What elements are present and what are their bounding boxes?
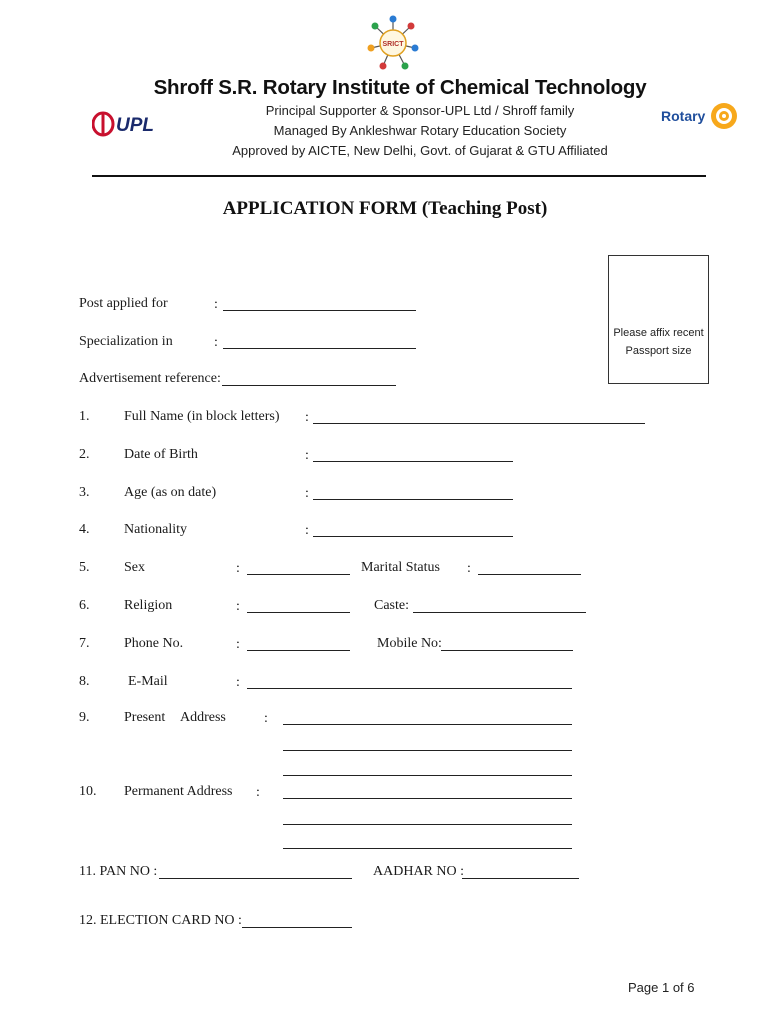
colon: : — [305, 486, 309, 501]
svg-text:UPL: UPL — [116, 115, 154, 136]
post-applied-label: Post applied for — [79, 296, 168, 311]
srict-logo — [365, 14, 421, 72]
item-number: 7. — [79, 636, 90, 651]
marital-status-field[interactable] — [478, 574, 581, 575]
full-name-label: Full Name (in block letters) — [124, 409, 280, 424]
email-label: E-Mail — [128, 674, 168, 689]
aadhar-field[interactable] — [462, 878, 579, 879]
phone-label: Phone No. — [124, 636, 184, 651]
institute-name: Shroff S.R. Rotary Institute of Chemical Technology — [153, 76, 647, 99]
aadhar-label: AADHAR NO : — [373, 864, 464, 879]
item-number: 8. — [79, 674, 90, 689]
header-divider — [92, 175, 706, 177]
item-number: 9. — [79, 710, 90, 725]
permanent-address-field-line3[interactable] — [283, 848, 572, 849]
colon: : — [467, 561, 471, 576]
election-card-label: 12. ELECTION CARD NO : — [79, 913, 242, 928]
upl-logo — [92, 111, 162, 137]
item-number: 3. — [79, 485, 90, 500]
email-field[interactable] — [247, 688, 572, 689]
item-number: 1. — [79, 409, 90, 424]
religion-label: Religion — [124, 598, 173, 613]
nationality-field[interactable] — [313, 536, 513, 537]
colon: : — [305, 448, 309, 463]
rotary-logo — [661, 100, 741, 132]
sponsor-line: Principal Supporter & Sponsor-UPL Ltd / Shroff family — [265, 103, 575, 118]
sex-field[interactable] — [247, 574, 350, 575]
caste-label: Caste: — [374, 598, 409, 613]
phone-field[interactable] — [247, 650, 350, 651]
present-address-field-line1[interactable] — [283, 724, 572, 725]
colon: : — [214, 297, 218, 312]
colon: : — [214, 335, 218, 350]
colon: : — [236, 637, 240, 652]
caste-field[interactable] — [413, 612, 586, 613]
colon: : — [305, 410, 309, 425]
election-card-field[interactable] — [242, 927, 352, 928]
mobile-field[interactable] — [441, 650, 573, 651]
item-number: 2. — [79, 447, 90, 462]
marital-status-label: Marital Status — [361, 560, 440, 575]
colon: : — [236, 561, 240, 576]
mobile-label: Mobile No: — [377, 636, 442, 651]
present-address-field-line3[interactable] — [283, 775, 572, 776]
full-name-field[interactable] — [313, 423, 645, 424]
specialization-label: Specialization in — [79, 334, 173, 349]
present-address-label: Address — [180, 710, 226, 725]
post-applied-field[interactable] — [223, 310, 416, 311]
approval-line: Approved by AICTE, New Delhi, Govt. of Gujarat & GTU Affiliated — [232, 143, 608, 158]
advertisement-label: Advertisement reference: — [79, 371, 221, 386]
management-line: Managed By Ankleshwar Rotary Education Society — [273, 123, 567, 138]
permanent-address-field-line1[interactable] — [283, 798, 572, 799]
colon: : — [236, 599, 240, 614]
item-number: 6. — [79, 598, 90, 613]
nationality-label: Nationality — [124, 522, 187, 537]
colon: : — [264, 711, 268, 726]
pan-label: 11. PAN NO : — [79, 864, 158, 879]
present-label: Present — [124, 710, 166, 725]
svg-text:SRICT: SRICT — [382, 41, 404, 48]
specialization-field[interactable] — [223, 348, 416, 349]
svg-text:Rotary: Rotary — [661, 108, 706, 124]
page-number: Page 1 of 6 — [628, 980, 695, 995]
photo-box[interactable] — [608, 255, 709, 384]
colon: : — [305, 523, 309, 538]
age-label: Age (as on date) — [124, 485, 217, 500]
religion-field[interactable] — [247, 612, 350, 613]
permanent-address-field-line2[interactable] — [283, 824, 572, 825]
form-title: APPLICATION FORM (Teaching Post) — [222, 198, 548, 219]
item-number: 4. — [79, 522, 90, 537]
photo-box-text: Please affix recent Passport size — [613, 327, 704, 357]
advertisement-field[interactable] — [222, 385, 396, 386]
permanent-address-label: Permanent Address — [124, 784, 233, 799]
dob-label: Date of Birth — [124, 447, 198, 462]
pan-field[interactable] — [159, 878, 352, 879]
age-field[interactable] — [313, 499, 513, 500]
dob-field[interactable] — [313, 461, 513, 462]
sex-label: Sex — [124, 560, 145, 575]
colon: : — [256, 785, 260, 800]
item-number: 10. — [79, 784, 97, 799]
item-number: 5. — [79, 560, 90, 575]
present-address-field-line2[interactable] — [283, 750, 572, 751]
colon: : — [236, 675, 240, 690]
